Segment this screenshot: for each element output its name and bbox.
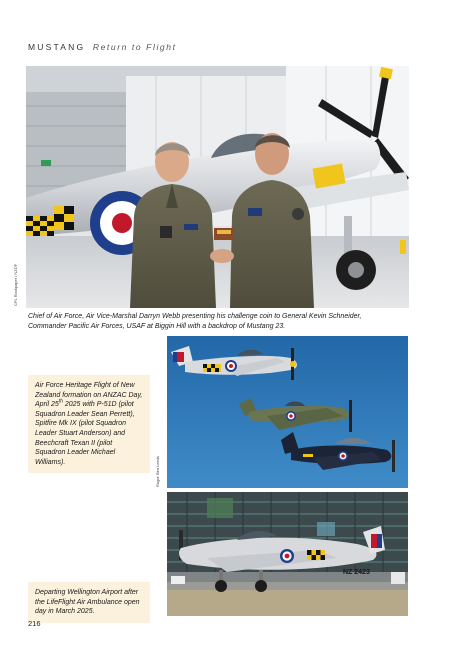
top-photo-credit: CPL Rockpaper / NZDF — [13, 263, 18, 306]
top-photo-illustration — [26, 66, 409, 308]
departing-caption-box — [28, 582, 150, 623]
running-header-title: MUSTANG — [28, 42, 86, 52]
formation-photo-credit: Rugor Bint Leeds — [155, 456, 160, 487]
page-number: 216 — [28, 619, 41, 628]
formation-caption-part1: Air Force Heritage Flight of New Zealand formation on ANZAC Day, April 25 — [35, 382, 143, 409]
formation-caption-superscript: th — [58, 398, 63, 405]
top-photo — [26, 66, 409, 308]
running-header — [28, 42, 177, 52]
formation-caption-box — [28, 375, 150, 473]
running-header-subtitle: Return to Flight — [92, 42, 177, 52]
departing-photo — [167, 492, 408, 616]
formation-photo-illustration — [167, 336, 408, 488]
formation-photo — [167, 336, 408, 488]
departing-tail-code: NZ 2423 — [343, 569, 370, 576]
departing-caption-text: Departing Wellington Airport after the LifeFlight Air Ambulance open day in March 2025. — [35, 589, 140, 616]
top-photo-caption: Chief of Air Force, Air Vice-Marshal Darryn Webb presenting his challenge coin to General Kevin Schneider, Commander Pacific Air Forces, USAF at Biggin Hill with a backdrop of Mustang 23. — [28, 313, 362, 330]
formation-caption-part2: 2025 with P-51D (pilot Squadron Leader Sean Perrett), Spitfire Mk IX (pilot Squadron Leader Stuart Anderson) and Beechcraft Texan II (pilot Squadron Leader Michael Williams). — [35, 401, 135, 466]
departing-photo-illustration — [167, 492, 408, 616]
